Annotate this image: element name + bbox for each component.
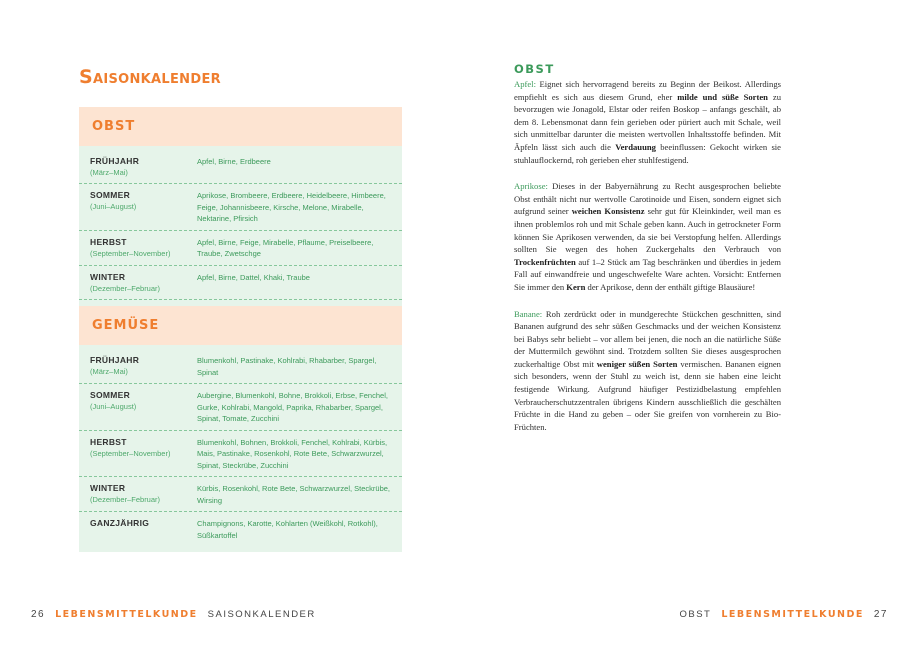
obst-table (79, 107, 402, 338)
obst-article (514, 62, 781, 447)
footer-subsection: OBST (679, 609, 712, 620)
gemuese-heading: GEMÜSE (79, 306, 402, 345)
season-label: SOMMER (90, 190, 131, 200)
text: Dieses in der Babyernährung zu Recht ausgesprochen beliebte Obst enthält nicht nur wertvolle Carotinoide und Eisen, sondern eignet sich aufgrund seiner (514, 181, 781, 217)
season-row (79, 184, 402, 231)
bold-text: Verdauung (615, 141, 656, 152)
bold-text: weniger süßen Sorten (596, 358, 678, 369)
bold-text: weichen Konsistenz (571, 206, 645, 217)
bold-text: milde und süße Sorten (677, 91, 768, 102)
season-row (79, 231, 402, 266)
page-title: Saisonkalender (79, 66, 221, 88)
season-range: (März–Mai) (90, 168, 128, 177)
produce-list: Apfel, Birne, Erdbeere (197, 157, 271, 166)
season-range: (September–November) (90, 248, 171, 258)
season-label: FRÜHJAHR (90, 355, 140, 365)
season-label: GANZJÄHRIG (90, 518, 150, 528)
season-label: SOMMER (90, 390, 131, 400)
season-range: (Dezember–Februar) (90, 283, 161, 293)
season-cell (90, 189, 197, 225)
footer-subsection: SAISONKALENDER (207, 609, 316, 620)
season-label: HERBST (90, 236, 127, 247)
produce-list: Apfel, Birne, Dattel, Khaki, Traube (197, 272, 310, 282)
text: der Aprikose, denn der enthält giftige Blausäure! (585, 281, 756, 292)
season-cell (90, 271, 197, 294)
gemuese-table (79, 306, 402, 552)
season-label: FRÜHJAHR (90, 156, 140, 166)
produce-list: Kürbis, Rosenkohl, Rote Bete, Schwarzwurzel, Steckrübe, Wirsing (197, 484, 391, 505)
text: auf 1–2 Stück am Tag beschränken und überdies in jedem Fall auf einwandfreie und ungeschwefelte Ware achten. Vorsicht: Entfernen Sie immer den (514, 256, 781, 292)
text: Eignet sich hervorragend bereits zu Beginn der Beikost. Allerdings empfiehlt es sich aus diesem Grund, eher (514, 79, 781, 102)
paragraph-aprikose (514, 180, 781, 293)
text: beeinflussen: Gekocht wirken sie stuhlauflockernd, roh gerieben eher stuhlfestigend. (514, 141, 781, 165)
produce-list: Apfel, Birne, Feige, Mirabelle, Pflaume, Preiselbeere, Traube, Zwetschge (197, 237, 374, 258)
footer-left (31, 609, 316, 620)
text: Roh zerdrückt oder in mundgerechte Stückchen geschnitten, sind Bananen aufgrund des sehr süßen Geschmacks und der weichen Konsistenz bei Babys sehr beliebt – vor allem bei jenen, die noch an die natürliche Süße der Muttermilch gewöhnt sind. Trotzdem sollten Sie dieses ausgesprochen zuckerhaltige Obst mit (514, 308, 781, 369)
footer-section: LEBENSMITTELKUNDE (721, 609, 864, 620)
season-row (79, 512, 402, 546)
season-row (79, 431, 402, 478)
season-range: (März–Mai) (90, 367, 128, 376)
page-number: 26 (31, 609, 46, 620)
bold-text: Trockenfrüchten (514, 256, 576, 267)
bold-text: Kern (566, 281, 586, 292)
paragraph-apfel (514, 78, 781, 166)
produce-list: Blumenkohl, Pastinake, Kohlrabi, Rhabarber, Spargel, Spinat (197, 356, 377, 377)
lead-apfel: Apfel: (514, 79, 536, 89)
season-label: HERBST (90, 436, 127, 447)
season-range: (Juni–August) (90, 202, 137, 211)
season-row (79, 266, 402, 300)
season-cell (90, 155, 197, 178)
season-range: (Juni–August) (90, 402, 137, 411)
footer-section: LEBENSMITTELKUNDE (55, 609, 198, 620)
season-cell (90, 236, 197, 260)
produce-list: Aubergine, Blumenkohl, Bohne, Brokkoli, Erbse, Fenchel, Gurke, Kohlrabi, Mangold, Paprika, Rhabarber, Spargel, Spinat, Tomate, Zucchini (197, 391, 388, 423)
paragraph-banane (514, 308, 781, 434)
season-label: WINTER (90, 483, 126, 493)
article-title: OBST (514, 62, 555, 76)
season-cell (90, 517, 197, 541)
season-cell (90, 436, 197, 472)
footer-right (679, 609, 888, 620)
text: sehr gut für Kleinkinder, weil man es ihnen problemlos roh und mit Schale geben kann. Auch in getrockneter Form können Sie Aprikosen verwenden, da sie bei Verstopfung helfen. Allerdings sollten Sie wegen des hohen Zuckergehalts den Verbrauch von (514, 206, 782, 255)
lead-aprikose: Aprikose: (514, 181, 548, 192)
produce-list: Blumenkohl, Bohnen, Brokkoli, Fenchel, Kohlrabi, Kürbis, Mais, Pastinake, Rosenkohl, Rote Bete, Schwarzwurzel, Spinat, Steckrübe, Zucchini (197, 437, 388, 470)
season-label: WINTER (90, 271, 126, 282)
lead-banane: Banane: (514, 308, 543, 319)
season-row (79, 150, 402, 184)
season-row (79, 384, 402, 431)
season-row (79, 349, 402, 384)
text: zu bevorzugen wie Jonagold, Elstar oder reifen Boskop – anfangs geschält, ab dem 8. Lebensmonat dann fein gerieben oder püriert auch mit Schale, weil sich unmittelbar darunter die meisten wertvollen Inhaltsstoffe befinden. Mit Äpfeln lässt sich auch die (514, 91, 782, 152)
season-row (79, 477, 402, 512)
season-cell (90, 482, 197, 506)
gemuese-rows (79, 345, 402, 552)
season-cell (90, 354, 197, 378)
page-number: 27 (873, 609, 888, 620)
season-range: (September–November) (90, 448, 171, 458)
text: vermischen. Bananen eignen sich besonders, wenn der Stuhl zu weich ist, denn sie haben eine leicht festigende Wirkung. Aufgrund häufiger Pestizidbelastung empfehlen Verbraucherschutzzentralen übrigens Kindern ausschließlich die geschälten Früchte in die Hand zu geben – oder Sie greifen von vornherein zu Bio-Früchten. (514, 358, 781, 432)
obst-heading: OBST (79, 107, 402, 146)
season-range: (Dezember–Februar) (90, 495, 161, 504)
season-cell (90, 389, 197, 425)
produce-list: Champignons, Karotte, Kohlarten (Weißkohl, Rotkohl), Süßkartoffel (197, 519, 378, 540)
produce-list: Aprikose, Brombeere, Erdbeere, Heidelbeere, Himbeere, Feige, Johannisbeere, Kirsche, Melone, Mirabelle, Nektarine, Pfirsich (197, 191, 386, 223)
